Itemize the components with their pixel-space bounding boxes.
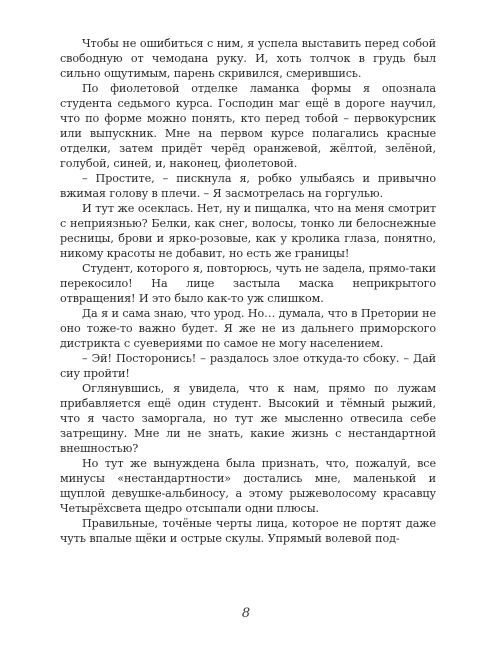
paragraph-9: Но тут же вынуждена была признать, что, пожалуй, все минусы «нестандартности» достались мне, маленькой и щуплой девушке-альбиносу, а этому рыжеволосому красавцу Четырёхсвета щедро отсыпали одни плюсы. — [60, 457, 436, 515]
body-text — [60, 36, 436, 546]
paragraph-3: – Простите, – пискнула я, робко улыбаясь и привычно вжимая голову в плечи. – Я засмотрелась на горгулью. — [60, 172, 436, 200]
paragraph-1: Чтобы не ошибиться с ним, я успела выставить перед собой свободную от чемодана руку. И, хоть толчок в грудь был сильно ощутимым, парень скривился, смерившись. — [60, 37, 436, 80]
paragraph-2: По фиолетовой отделке ламанка формы я опознала студента седьмого курса. Господин маг ещё в дороге научил, что по форме можно понять, кто перед тобой – первокурсник или выпускник. Мне на первом курсе полагались красные отделки, затем придёт черёд оранжевой, жёлтой, зелёной, голубой, синей, и, наконец, фиолетовой. — [60, 82, 436, 170]
paragraph-5: Студент, которого я, повторюсь, чуть не задела, прямо-таки перекосило! На лице застыла маска неприкрытого отвращения! И это было как-то уж слишком. — [60, 262, 436, 305]
page-number: 8 — [241, 606, 251, 621]
paragraph-8: Оглянувшись, я увидела, что к нам, прямо по лужам прибавляется ещё один студент. Высокий и тёмный рыжий, что я часто заморгала, но тут же мысленно отвесила себе затрещину. Мне ли не знать, какие жизнь с нестандартной внешностью? — [60, 382, 436, 455]
paragraph-6: Да я и сама знаю, что урод. Но… думала, что в Претории не оно тоже-то важно будет. Я же не из дальнего приморского дистрикта с суевериями по самое не могу населением. — [60, 307, 436, 350]
paragraph-4: И тут же осеклась. Нет, ну и пищалка, что на меня смотрит с неприязнью? Белки, как снег, волосы, тонко ли белоснежные ресницы, брови и ярко-розовые, как у кролика глаза, понятно, никому красоты не добавит, но есть же границы! — [60, 202, 436, 260]
paragraph-10: Правильные, точёные черты лица, которое не портят даже чуть впалые щёки и острые скулы. Упрямый волевой под- — [60, 517, 436, 545]
paragraph-7: – Эй! Посторонись! – раздалось злое откуда-то сбоку. – Дай сиу пройти! — [60, 352, 436, 380]
